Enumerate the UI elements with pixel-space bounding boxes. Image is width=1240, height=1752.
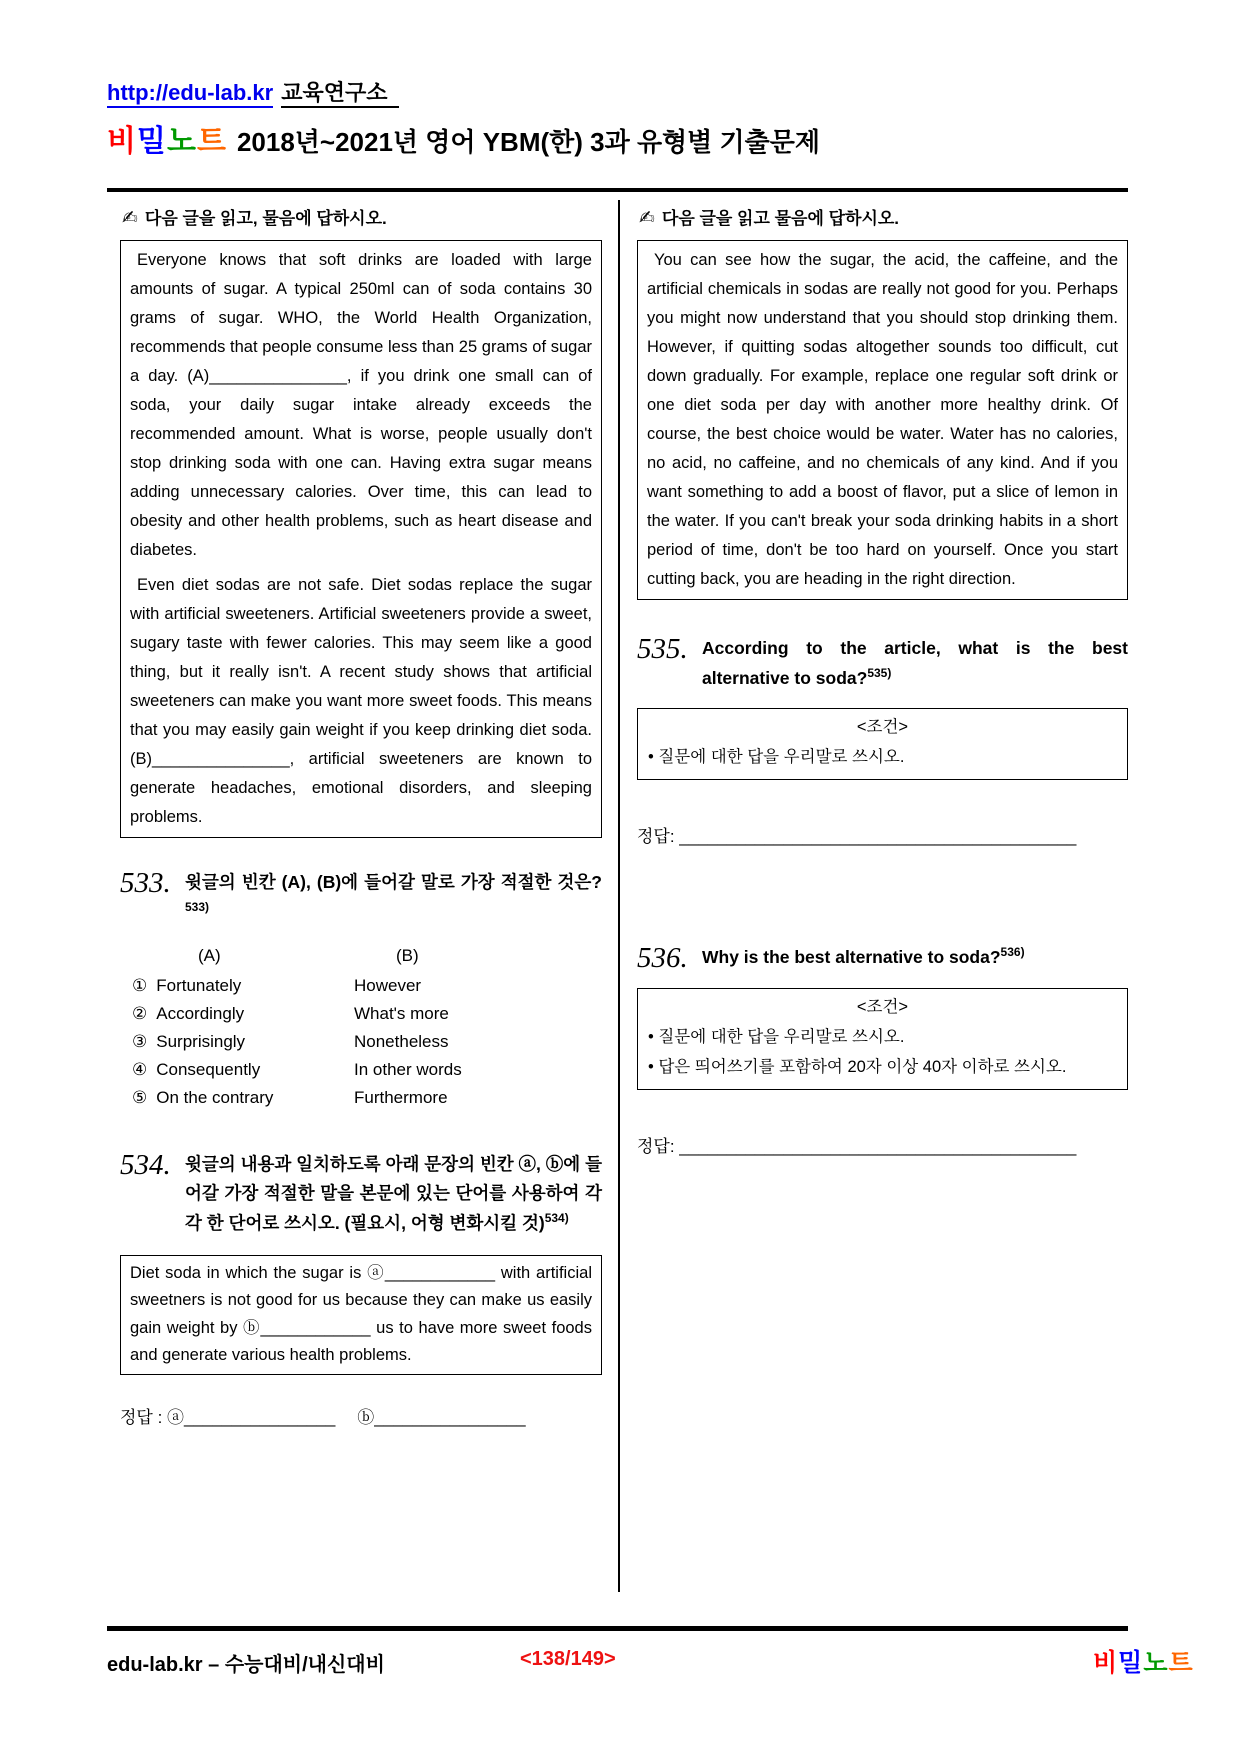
passage-box-right bbox=[637, 240, 1128, 600]
option-row-2[interactable] bbox=[126, 1004, 602, 1024]
option-number: ⑤ bbox=[132, 1087, 148, 1107]
directive-right-text: 다음 글을 읽고 물음에 답하시오. bbox=[661, 209, 900, 228]
condition-box-536 bbox=[637, 988, 1128, 1090]
question-534-number: 534. bbox=[120, 1148, 171, 1181]
condition-title: <조건> bbox=[856, 717, 909, 736]
footer-rule bbox=[107, 1626, 1128, 1631]
question-535-text bbox=[702, 634, 1128, 694]
pencil-icon: ✍ bbox=[122, 208, 138, 229]
page-title-text: 2018년~2021년 영어 YBM(한) 3과 유형별 기출문제 bbox=[236, 127, 820, 157]
answer-line-535 bbox=[637, 822, 1128, 847]
brand-letter: 트 bbox=[196, 125, 227, 158]
answer-blank[interactable]: __________________________________________ bbox=[679, 1137, 1077, 1157]
option-row-1[interactable] bbox=[126, 976, 602, 996]
condition-title: <조건> bbox=[856, 998, 909, 1017]
option-a-label: Surprisingly bbox=[156, 1031, 246, 1051]
question-534 bbox=[120, 1150, 602, 1239]
options-table-533 bbox=[126, 946, 602, 1108]
passage-paragraph: Even diet sodas are not safe. Diet sodas replace the sugar with artificial sweeteners. Artificial sweeteners provide a sweet, sugary taste with fewer calories. This may seem like a good thing, but it really isn't. A recent study shows that artificial sweeteners can make you want more sweet foods. This means that you may easily gain weight if you keep drinking diet soda. (B)_______________, artificial sweeteners are known to generate headaches, emotional disorders, and sleeping problems. bbox=[130, 576, 592, 826]
option-row-3[interactable] bbox=[126, 1032, 602, 1052]
option-number: ② bbox=[132, 1003, 148, 1023]
left-column bbox=[120, 204, 602, 1428]
option-a-label: Fortunately bbox=[156, 975, 242, 995]
question-533-footnote: 533) bbox=[185, 899, 210, 914]
site-org-label: 교육연구소 bbox=[281, 80, 399, 108]
answer-line-534 bbox=[120, 1403, 602, 1428]
answer-blank-a[interactable]: ⓐ________________ bbox=[167, 1407, 336, 1427]
question-535-text-body: According to the article, what is the best alternative to soda? bbox=[702, 638, 1128, 688]
footer-site-text: edu-lab.kr – 수능대비/내신대비 bbox=[107, 1654, 385, 1676]
option-a-cell bbox=[126, 1060, 354, 1080]
condition-item: • 질문에 대한 답을 우리말로 쓰시오. bbox=[648, 747, 905, 766]
option-a-cell bbox=[126, 1032, 354, 1052]
answer-blank[interactable]: __________________________________________ bbox=[679, 826, 1077, 846]
answer-blank-b[interactable]: ⓑ________________ bbox=[357, 1407, 526, 1427]
question-533-text-body: 윗글의 빈칸 (A), (B)에 들어갈 말로 가장 적절한 것은? bbox=[185, 872, 602, 892]
answer-label: 정답: bbox=[637, 826, 680, 846]
directive-right bbox=[639, 204, 1128, 230]
brand-letter: 비 bbox=[1093, 1649, 1119, 1677]
page-title bbox=[107, 116, 820, 160]
condition-item: • 질문에 대한 답을 우리말로 쓰시오. bbox=[648, 1028, 905, 1047]
site-header bbox=[107, 76, 399, 107]
option-a-label: Accordingly bbox=[156, 1003, 245, 1023]
options-header-a: (A) bbox=[198, 945, 221, 965]
column-divider bbox=[618, 200, 620, 1592]
options-header-b: (B) bbox=[396, 945, 419, 965]
question-535-footnote: 535) bbox=[867, 665, 892, 680]
brand-letter: 노 bbox=[1143, 1649, 1169, 1677]
passage-paragraph: You can see how the sugar, the acid, the caffeine, and the artificial chemicals in sodas are really not good for you. Perhaps you might now understand that you should stop drinking them. However, if quitting sodas altogether sounds too difficult, cut down gradually. For example, replace one regular soft drink or one diet soda per day with another more healthy drink. Of course, the best choice would be water. Water has no calories, no acid, no caffeine, and no chemicals of any kind. And if you want something to add a boost of flavor, put a slice of lemon in the water. If you can't break your soda drinking habits in a short period of time, don't be too hard on yourself. Once you start cutting back, you are heading in the right direction. bbox=[647, 251, 1118, 588]
answer-label: 정답: bbox=[637, 1137, 680, 1157]
option-row-4[interactable] bbox=[126, 1060, 602, 1080]
footer-brand-logo bbox=[1093, 1643, 1194, 1679]
option-a-label: On the contrary bbox=[156, 1087, 274, 1107]
question-536-text-body: Why is the best alternative to soda? bbox=[702, 946, 1001, 967]
passage-paragraph: Everyone knows that soft drinks are loaded with large amounts of sugar. A typical 250ml can of soda contains 30 grams of sugar. WHO, the World Health Organization, recommends that people consume less than 25 grams of sugar a day. (A)_______________, if you drink one small can of soda, your daily sugar intake already exceeds the recommended amount. What is worse, people usually don't stop drinking soda with one can. Having extra sugar means adding unnecessary calories. Over time, this can lead to obesity and other health problems, such as heart disease and diabetes. bbox=[130, 251, 592, 559]
question-534-text bbox=[185, 1150, 602, 1239]
option-b-label: Furthermore bbox=[354, 1087, 448, 1107]
answer-label: 정답 : bbox=[120, 1407, 168, 1427]
passage-box-left bbox=[120, 240, 602, 838]
option-number: ④ bbox=[132, 1059, 148, 1079]
brand-logo bbox=[107, 125, 227, 158]
option-number: ① bbox=[132, 975, 148, 995]
pencil-icon: ✍ bbox=[639, 208, 655, 229]
directive-left-text: 다음 글을 읽고, 물음에 답하시오. bbox=[144, 209, 387, 228]
question-534-footnote: 534) bbox=[544, 1211, 569, 1226]
page-indicator: <138/149> bbox=[520, 1648, 616, 1670]
question-533-text bbox=[185, 868, 602, 928]
question-536-footnote: 536) bbox=[1000, 944, 1025, 959]
brand-letter: 밀 bbox=[136, 125, 167, 158]
option-a-cell bbox=[126, 1004, 354, 1024]
brand-letter: 트 bbox=[1168, 1649, 1194, 1677]
question-536-text bbox=[702, 943, 1025, 973]
question-536-number: 536. bbox=[637, 941, 688, 974]
option-b-label: In other words bbox=[354, 1059, 462, 1079]
directive-left bbox=[122, 204, 602, 230]
header-rule bbox=[107, 188, 1128, 192]
option-b-label: Nonetheless bbox=[354, 1031, 449, 1051]
question-535-number: 535. bbox=[637, 633, 688, 665]
question-533 bbox=[120, 868, 602, 928]
options-header bbox=[126, 946, 602, 966]
answer-line-536 bbox=[637, 1132, 1128, 1157]
condition-item: • 답은 띄어쓰기를 포함하여 20자 이상 40자 이하로 쓰시오. bbox=[648, 1058, 1067, 1077]
option-a-label: Consequently bbox=[156, 1059, 261, 1079]
question-534-text-body: 윗글의 내용과 일치하도록 아래 문장의 빈칸 ⓐ, ⓑ에 들어갈 가장 적절한 말을 본문에 있는 단어를 사용하여 각각 한 단어로 쓰시오. (필요시, 어형 변화시킬 것) bbox=[185, 1153, 602, 1233]
option-b-label: What's more bbox=[354, 1003, 449, 1023]
option-number: ③ bbox=[132, 1031, 148, 1051]
condition-box-535 bbox=[637, 708, 1128, 780]
site-url-link[interactable]: http://edu-lab.kr bbox=[107, 80, 273, 108]
summary-box-text: Diet soda in which the sugar is ⓐ____________ with artificial sweetners is not good for us because they can make us easily gain weight by ⓑ____________ us to have more sweet foods and generate various health problems. bbox=[130, 1263, 592, 1365]
question-536 bbox=[637, 943, 1128, 975]
question-535 bbox=[637, 634, 1128, 694]
option-row-5[interactable] bbox=[126, 1088, 602, 1108]
brand-letter: 노 bbox=[166, 125, 197, 158]
question-533-number: 533. bbox=[120, 867, 171, 899]
brand-letter: 비 bbox=[107, 125, 137, 158]
summary-box-534 bbox=[120, 1255, 602, 1375]
option-b-label: However bbox=[354, 975, 422, 995]
option-a-cell bbox=[126, 976, 354, 996]
right-column bbox=[637, 204, 1128, 1157]
brand-letter: 밀 bbox=[1118, 1649, 1144, 1677]
option-a-cell bbox=[126, 1088, 354, 1108]
